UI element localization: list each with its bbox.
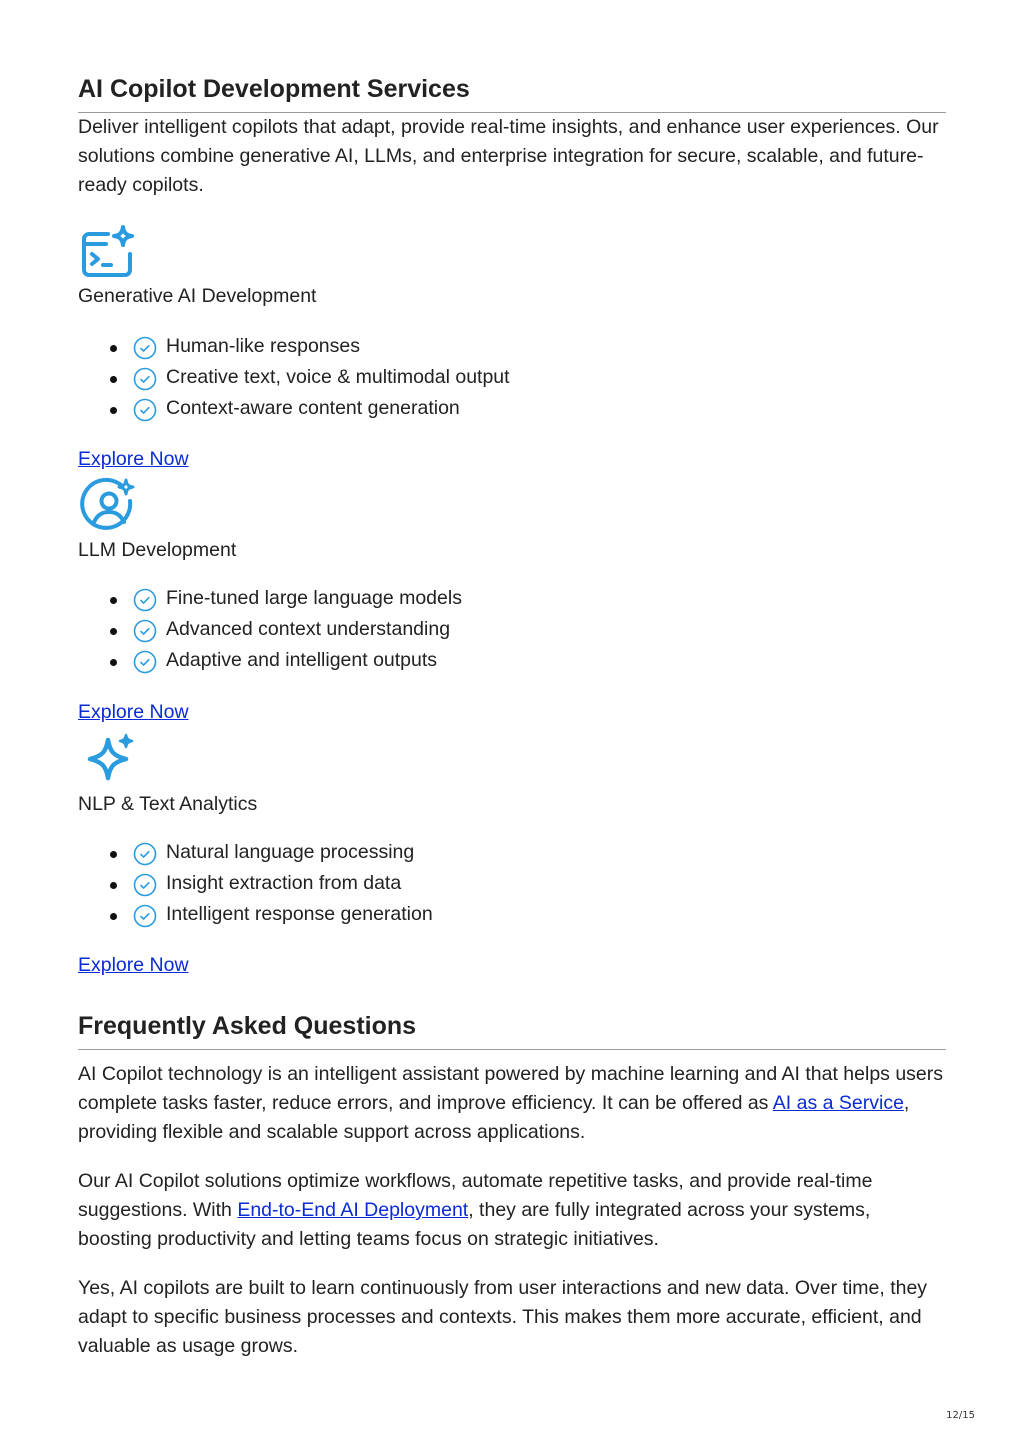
list-item bbox=[78, 584, 678, 615]
feature-text: Advanced context understanding bbox=[166, 618, 451, 640]
bullet-icon bbox=[110, 597, 117, 604]
explore-now-link-llm[interactable]: Explore Now bbox=[78, 701, 189, 723]
list-item bbox=[78, 900, 678, 931]
faq-answer-3: Yes, AI copilots are built to learn continuously from user interactions and new data. Over time, they adapt to specific business processes and contexts. This makes them more accurate, efficient, and valuable as usage grows. bbox=[78, 1277, 928, 1357]
check-circle-icon bbox=[133, 367, 157, 391]
feature-list-nlp bbox=[78, 838, 678, 931]
feature-text: Context-aware content generation bbox=[166, 397, 460, 419]
list-item bbox=[78, 394, 678, 425]
bullet-icon bbox=[110, 851, 117, 858]
check-circle-icon bbox=[133, 904, 157, 928]
bullet-icon bbox=[110, 407, 117, 414]
feature-list-llm bbox=[78, 584, 678, 677]
feature-text: Insight extraction from data bbox=[166, 872, 402, 894]
bullet-icon bbox=[110, 882, 117, 889]
faq-divider bbox=[78, 1049, 946, 1050]
check-circle-icon bbox=[133, 619, 157, 643]
bullet-icon bbox=[110, 913, 117, 920]
list-item bbox=[78, 615, 678, 646]
page-number: 12/15 bbox=[946, 1410, 975, 1421]
service-title-llm: LLM Development bbox=[78, 539, 237, 561]
faq-title: Frequently Asked Questions bbox=[78, 1012, 417, 1040]
faq-answer-1-text-end: , providing flexible and scalable support across applications. bbox=[78, 1092, 910, 1143]
bullet-icon bbox=[110, 345, 117, 352]
check-circle-icon bbox=[133, 398, 157, 422]
user-circle-sparkle-icon bbox=[78, 476, 138, 536]
service-title-nlp: NLP & Text Analytics bbox=[78, 793, 258, 815]
bullet-icon bbox=[110, 376, 117, 383]
check-circle-icon bbox=[133, 336, 157, 360]
list-item bbox=[78, 646, 678, 677]
explore-now-link-generative-ai[interactable]: Explore Now bbox=[78, 448, 189, 470]
section-title: AI Copilot Development Services bbox=[78, 75, 470, 103]
ai-as-a-service-link[interactable]: AI as a Service bbox=[772, 1092, 904, 1114]
feature-text: Creative text, voice & multimodal output bbox=[166, 366, 510, 388]
list-item bbox=[78, 838, 678, 869]
faq-answer-2-text-end: , they are fully integrated across your systems, boosting productivity and letting teams focus on strategic initiatives. bbox=[78, 1199, 871, 1250]
end-to-end-ai-deployment-link[interactable]: End-to-End AI Deployment bbox=[237, 1199, 469, 1221]
feature-text: Natural language processing bbox=[166, 841, 415, 863]
list-item bbox=[78, 363, 678, 394]
feature-text: Intelligent response generation bbox=[166, 903, 433, 925]
faq-answer-2-text-start: Our AI Copilot solutions optimize workflows, automate repetitive tasks, and provide real-time suggestions. With bbox=[78, 1170, 873, 1221]
sparkle-icon bbox=[78, 730, 138, 790]
feature-text: Human-like responses bbox=[166, 335, 361, 357]
feature-text: Fine-tuned large language models bbox=[166, 587, 462, 609]
explore-now-link-nlp[interactable]: Explore Now bbox=[78, 954, 189, 976]
list-item bbox=[78, 869, 678, 900]
list-item bbox=[78, 332, 678, 363]
bullet-icon bbox=[110, 628, 117, 635]
section-intro: Deliver intelligent copilots that adapt, provide real-time insights, and enhance user experiences. Our solutions combine generative AI, LLMs, and enterprise integration for secure, scalable, and future-ready copilots. bbox=[78, 116, 939, 196]
check-circle-icon bbox=[133, 873, 157, 897]
check-circle-icon bbox=[133, 588, 157, 612]
faq-answer-1 bbox=[78, 1060, 946, 1147]
feature-list-generative-ai bbox=[78, 332, 678, 425]
check-circle-icon bbox=[133, 842, 157, 866]
faq-answer-1-text-start: AI Copilot technology is an intelligent assistant powered by machine learning and AI that helps users complete tasks faster, reduce errors, and improve efficiency. It can be offered as bbox=[78, 1063, 944, 1114]
service-title-generative-ai: Generative AI Development bbox=[78, 285, 317, 307]
code-window-sparkle-icon bbox=[78, 222, 138, 282]
check-circle-icon bbox=[133, 650, 157, 674]
bullet-icon bbox=[110, 659, 117, 666]
faq-answer-2 bbox=[78, 1167, 946, 1254]
feature-text: Adaptive and intelligent outputs bbox=[166, 649, 438, 671]
